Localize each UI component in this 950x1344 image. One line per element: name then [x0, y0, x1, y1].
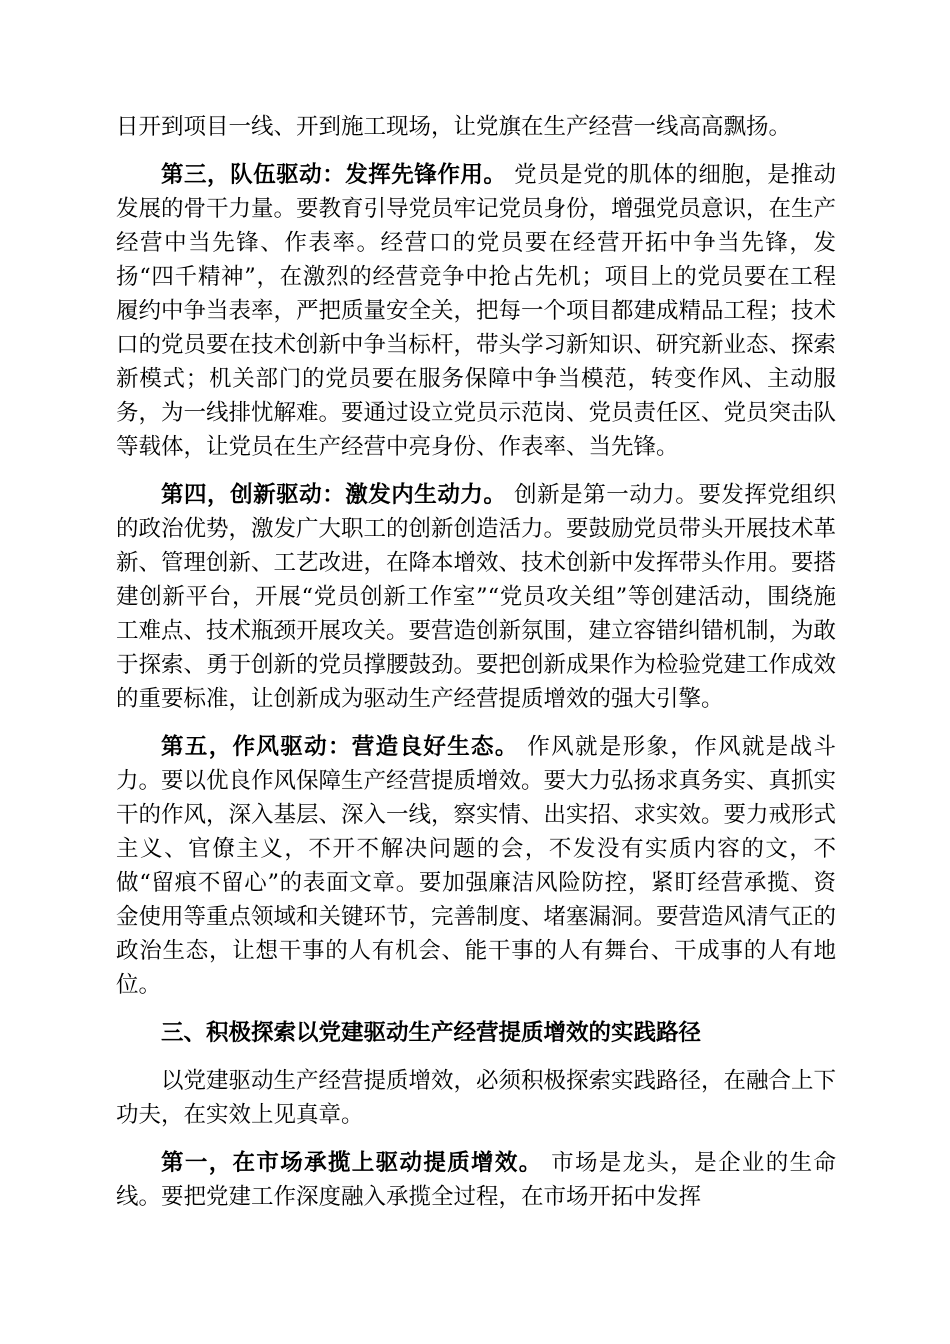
section-heading: 三、积极探索以党建驱动生产经营提质增效的实践路径 — [161, 1020, 702, 1046]
paragraph-text: 以党建驱动生产经营提质增效，必须积极探索实践路径，在融合上下功夫，在实效上见真章。 — [116, 1068, 837, 1128]
paragraph-text: 创新是第一动力。要发挥党组织的政治优势，激发广大职工的创新创造活力。要鼓励党员带头开展技术革新、管理创新、工艺改进，在降本增效、技术创新中发挥带头作用。要搭建创新平台，开展“党员创新工作室”“党员攻关组”等创建活动，围绕施工难点、技术瓶颈开展攻关。要营造创新氛围，建立容错纠错机制，为敢于探索、勇于创新的党员撑腰鼓劲。要把创新成果作为检验党建工作成效的重要标准，让创新成为驱动生产经营提质增效的强大引擎。 — [116, 482, 837, 712]
paragraph-lead: 第五，作风驱动：营造良好生态。 — [161, 734, 519, 760]
paragraph-team-drive — [116, 158, 836, 464]
paragraph-lead: 第一，在市场承揽上驱动提质增效。 — [161, 1150, 543, 1176]
paragraph-text: 市场是龙头，是企业的生命线。要把党建工作深度融入承揽全过程，在市场开拓中发挥 — [116, 1150, 836, 1210]
paragraph-style-drive — [116, 730, 836, 1002]
paragraph-text: 党员是党的肌体的细胞，是推动发展的骨干力量。要教育引导党员牢记党员身份，增强党员意识，在生产经营中当先锋、作表率。经营口的党员要在经营开拓中争当先锋，发扬“四千精神”，在激烈的经营竞争中抢占先机；项目上的党员要在工程履约中争当表率，严把质量安全关，把每一个项目都建成精品工程；技术口的党员要在技术创新中争当标杆，带头学习新知识、研究新业态、探索新模式；机关部门的党员要在服务保障中争当模范，转变作风、主动服务，为一线排忧解难。要通过设立党员示范岗、党员责任区、党员突击队等载体，让党员在生产经营中亮身份、作表率、当先锋。 — [116, 162, 837, 460]
paragraph-continuation — [116, 110, 836, 144]
document-page — [116, 110, 836, 1228]
paragraph-section-intro — [116, 1064, 836, 1132]
paragraph-innovation-drive — [116, 478, 836, 716]
paragraph-text: 日开到项目一线、开到施工现场，让党旗在生产经营一线高高飘扬。 — [116, 114, 792, 140]
paragraph-lead: 第四，创新驱动：激发内生动力。 — [161, 482, 507, 508]
paragraph-market-drive — [116, 1146, 836, 1214]
paragraph-text: 作风就是形象，作风就是战斗力。要以优良作风保障生产经营提质增效。要大力弘扬求真务实、真抓实干的作风，深入基层、深入一线，察实情、出实招、求实效。要力戒形式主义、官僚主义，不开不解决问题的会，不发没有实质内容的文，不做“留痕不留心”的表面文章。要加强廉洁风险防控，紧盯经营承揽、资金使用等重点领域和关键环节，完善制度、堵塞漏洞。要营造风清气正的政治生态，让想干事的人有机会、能干事的人有舞台、干成事的人有地位。 — [116, 734, 837, 998]
paragraph-lead: 第三，队伍驱动：发挥先锋作用。 — [161, 162, 507, 188]
